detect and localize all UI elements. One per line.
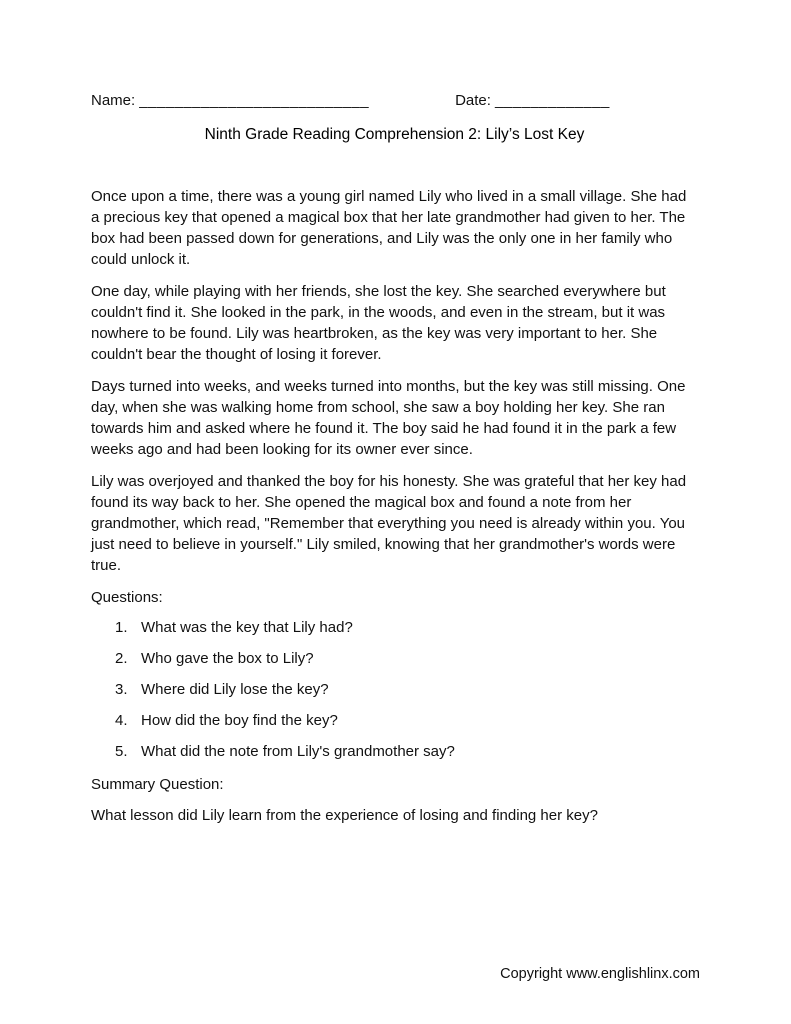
question-text: What did the note from Lily's grandmother say? bbox=[141, 743, 455, 760]
question-list bbox=[115, 617, 698, 762]
name-date-row bbox=[91, 92, 698, 109]
summary-question-text: What lesson did Lily learn from the experience of losing and finding her key? bbox=[91, 807, 598, 824]
name-field bbox=[91, 92, 369, 109]
date-blank-line: _____________ bbox=[494, 92, 610, 109]
story-passage bbox=[91, 186, 698, 576]
question-number: 2. bbox=[115, 650, 128, 667]
question-text: Who gave the box to Lily? bbox=[141, 650, 314, 667]
story-paragraph: One day, while playing with her friends, she lost the key. She searched everywhere but couldn't find it. She looked in the park, in the woods, and even in the stream, but it was nowhere to be found. Lily was heartbroken, as the key was very important to her. She couldn't bear the thought of losing it forever. bbox=[91, 283, 666, 363]
question-text: Where did Lily lose the key? bbox=[141, 681, 329, 698]
question-item bbox=[115, 617, 698, 638]
name-label: Name: bbox=[91, 92, 136, 109]
question-number: 1. bbox=[115, 619, 128, 636]
question-item bbox=[115, 741, 698, 762]
date-field bbox=[455, 92, 610, 109]
page-title: Ninth Grade Reading Comprehension 2: Lily’s Lost Key bbox=[204, 126, 585, 143]
story-paragraph: Days turned into weeks, and weeks turned into months, but the key was still missing. One day, when she was walking home from school, she saw a boy holding her key. She ran towards him and asked where he found it. The boy said he had found it in the park a few weeks ago and had been looking for its owner ever since. bbox=[91, 378, 686, 458]
question-number: 3. bbox=[115, 681, 128, 698]
question-text: What was the key that Lily had? bbox=[141, 619, 353, 636]
name-blank-line: __________________________ bbox=[139, 92, 370, 109]
story-paragraph: Once upon a time, there was a young girl named Lily who lived in a small village. She had a precious key that opened a magical box that her late grandmother had given to her. The box had been passed down for generations, and Lily was the only one in her family who could unlock it. bbox=[91, 188, 687, 268]
question-item bbox=[115, 648, 698, 669]
question-text: How did the boy find the key? bbox=[141, 712, 338, 729]
question-number: 4. bbox=[115, 712, 128, 729]
copyright-notice: Copyright www.englishlinx.com bbox=[500, 966, 700, 982]
summary-question-heading: Summary Question: bbox=[91, 776, 224, 793]
questions-heading: Questions: bbox=[91, 589, 163, 606]
date-label: Date: bbox=[455, 92, 491, 109]
question-number: 5. bbox=[115, 743, 128, 760]
question-item bbox=[115, 679, 698, 700]
story-paragraph: Lily was overjoyed and thanked the boy for his honesty. She was grateful that her key had found its way back to her. She opened the magical box and found a note from her grandmother, which read, "Remember that everything you need is already within you. You just need to believe in yourself." Lily smiled, knowing that her grandmother's words were true. bbox=[91, 473, 687, 574]
question-item bbox=[115, 710, 698, 731]
